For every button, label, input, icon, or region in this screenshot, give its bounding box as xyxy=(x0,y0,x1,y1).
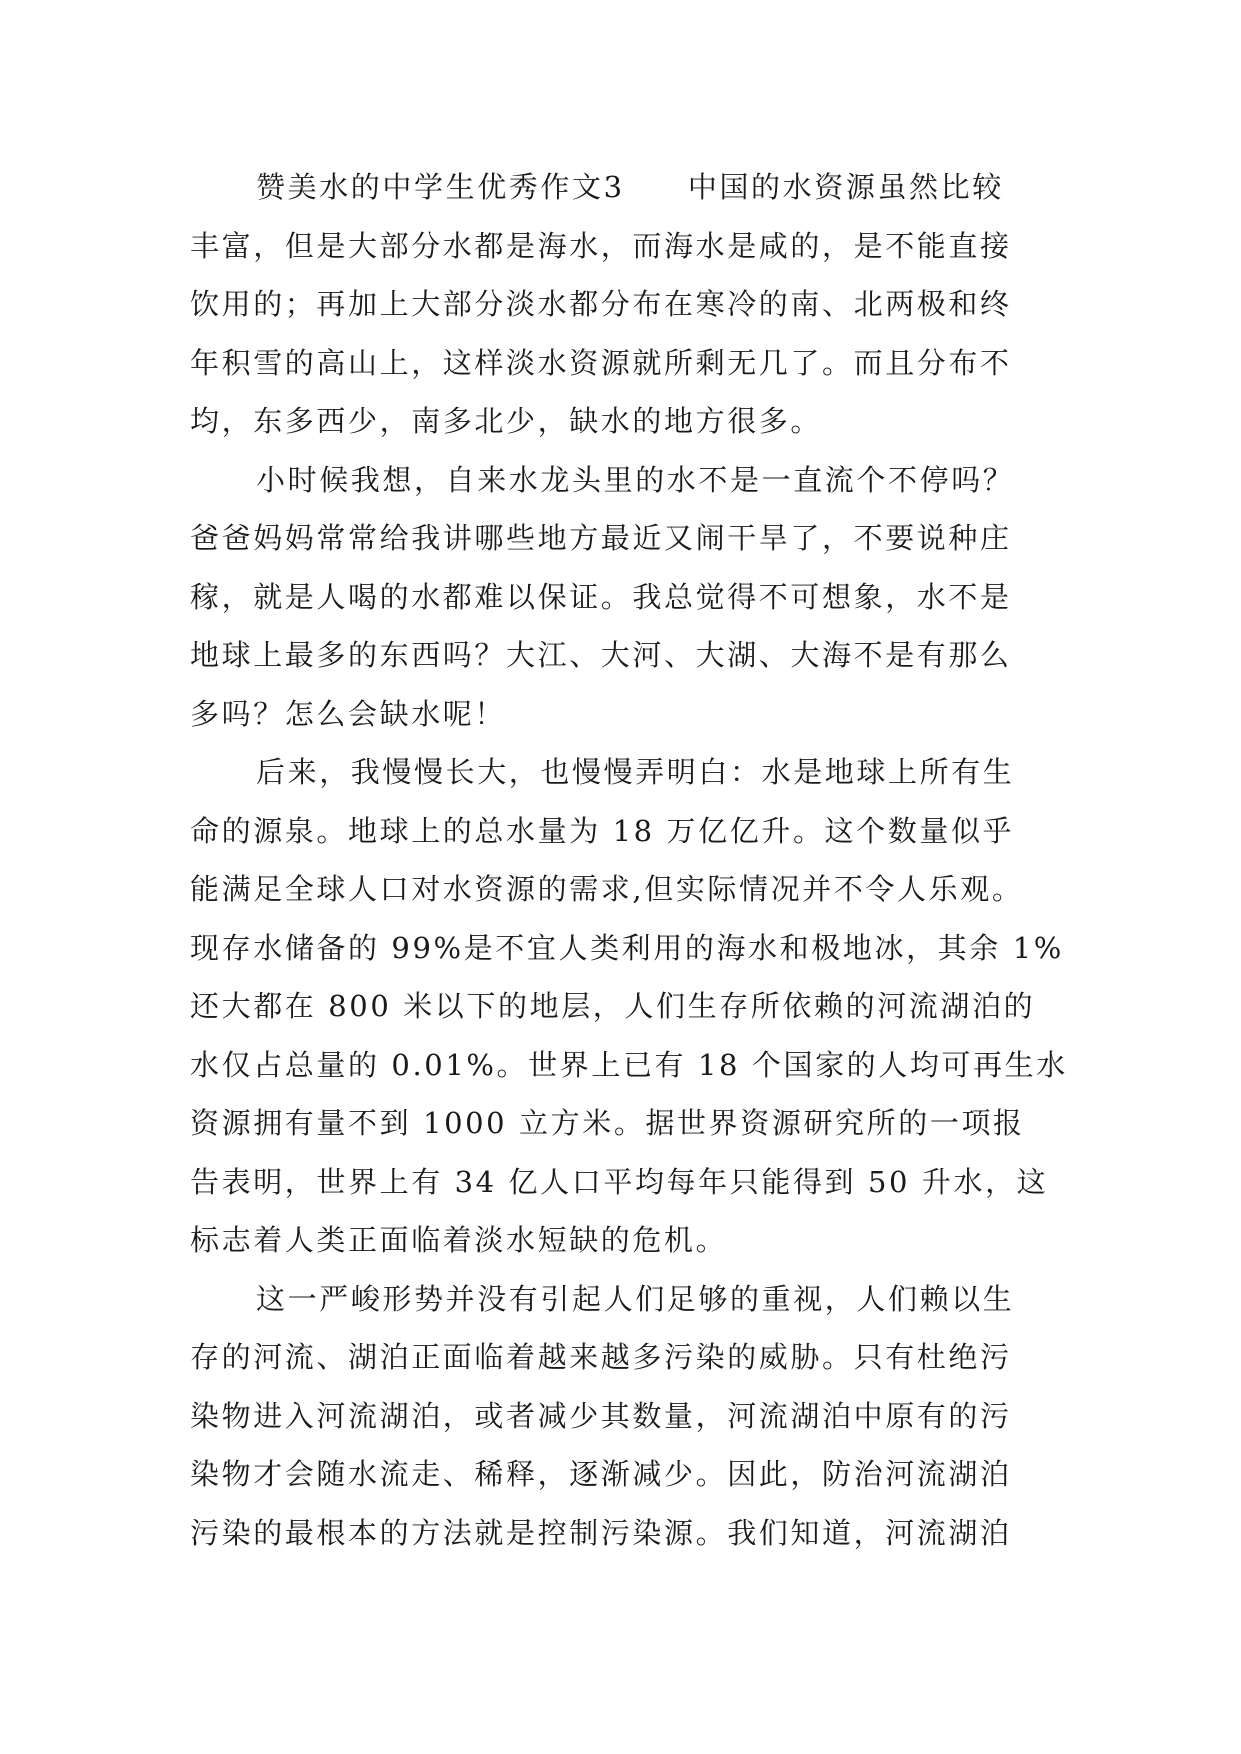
text-line: 还大都在 800 米以下的地层，人们生存所依赖的河流湖泊的 xyxy=(190,989,1036,1023)
text-line: 能满足全球人口对水资源的需求,但实际情况并不令人乐观。 xyxy=(190,872,1024,906)
text-line: 均，东多西少，南多北少，缺水的地方很多。 xyxy=(190,404,823,438)
text-line: 小时候我想，自来水龙头里的水不是一直流个不停吗？ xyxy=(256,462,1015,497)
text-line: 现存水储备的 99%是不宜人类利用的海水和极地冰，其余 1% xyxy=(190,930,1064,965)
text-line: 丰富，但是大部分水都是海水，而海水是咸的，是不能直接 xyxy=(190,228,1012,263)
text-line: 饮用的；再加上大部分淡水都分布在寒冷的南、北两极和终 xyxy=(190,287,1012,321)
text-line: 水仅占总量的 0.01%。世界上已有 18 个国家的人均可再生水 xyxy=(190,1047,1068,1082)
text-line: 这一严峻形势并没有引起人们足够的重视，人们赖以生 xyxy=(256,1281,1015,1316)
text-line: 地球上最多的东西吗？大江、大河、大湖、大海不是有那么 xyxy=(190,638,1012,672)
essay-body xyxy=(190,158,1068,1562)
text-line: 年积雪的高山上，这样淡水资源就所剩无几了。而且分布不 xyxy=(190,345,1012,380)
text-line: 稼，就是人喝的水都难以保证。我总觉得不可想象，水不是 xyxy=(190,579,1012,614)
text-line: 污染的最根本的方法就是控制污染源。我们知道，河流湖泊 xyxy=(190,1515,1012,1550)
text-line: 赞美水的中学生优秀作文3 中国的水资源虽然比较 xyxy=(256,170,1004,204)
text-line: 染物才会随水流走、稀释，逐渐减少。因此，防治河流湖泊 xyxy=(190,1457,1012,1491)
text-line: 命的源泉。地球上的总水量为 18 万亿亿升。这个数量似乎 xyxy=(190,813,1015,848)
text-line: 多吗？怎么会缺水呢！ xyxy=(190,696,507,731)
text-line: 后来，我慢慢长大，也慢慢弄明白：水是地球上所有生 xyxy=(256,755,1015,789)
text-line: 染物进入河流湖泊，或者减少其数量，河流湖泊中原有的污 xyxy=(190,1398,1012,1433)
text-line: 爸爸妈妈常常给我讲哪些地方最近又闹干旱了，不要说种庄 xyxy=(190,521,1012,555)
text-line: 存的河流、湖泊正面临着越来越多污染的威胁。只有杜绝污 xyxy=(190,1340,1012,1374)
text-line: 标志着人类正面临着淡水短缺的危机。 xyxy=(190,1223,728,1257)
text-line: 资源拥有量不到 1000 立方米。据世界资源研究所的一项报 xyxy=(190,1106,1025,1140)
text-line: 告表明，世界上有 34 亿人口平均每年只能得到 50 升水，这 xyxy=(190,1164,1049,1199)
